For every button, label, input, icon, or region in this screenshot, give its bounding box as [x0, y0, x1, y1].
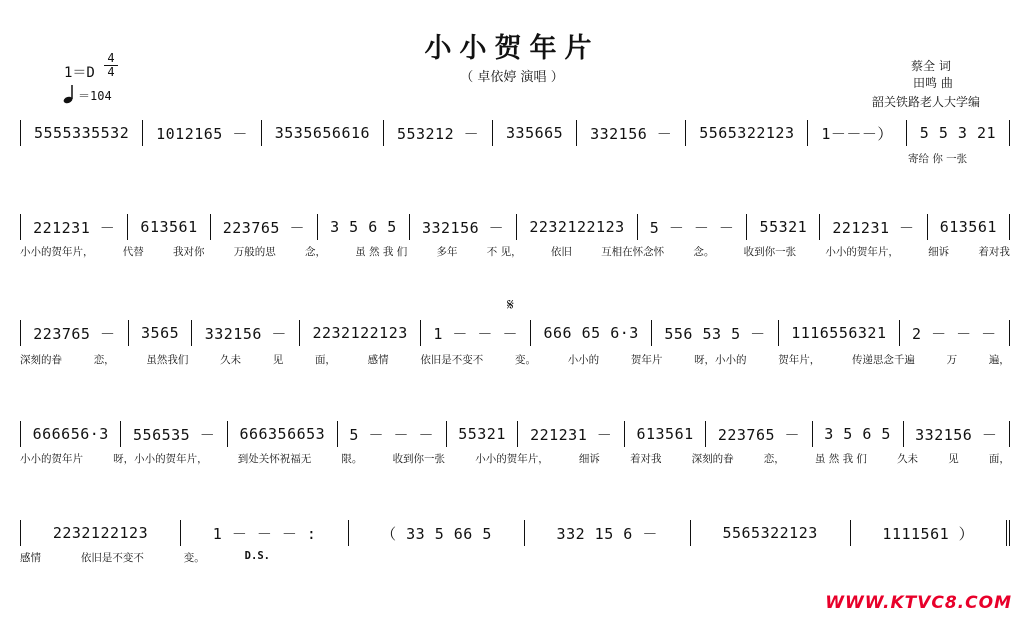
- lyric-fragment: 呀，小小的贺年片，: [113, 453, 208, 465]
- lyric-fragment: 收到你一张: [392, 453, 446, 465]
- lyric-fragment: 小小的: [567, 354, 600, 366]
- lyric-fragment: D.S.: [244, 550, 270, 562]
- measure: 5 － － －: [337, 421, 446, 447]
- lyric-fragment: 深刻的眷: [20, 354, 62, 366]
- lyric-fragment: 我对你: [173, 246, 205, 258]
- measure: 332156 －: [191, 320, 299, 346]
- lyric-fragment: 小小的贺年片，: [475, 453, 549, 465]
- lyric-fragment: 感情: [20, 552, 41, 564]
- measure: 613561: [127, 214, 209, 240]
- measure: 223765 －: [210, 214, 317, 240]
- score-row: [20, 320, 1010, 346]
- composer-credit: 田鸣 曲: [913, 76, 953, 90]
- lyric-fragment: 变。: [515, 354, 536, 366]
- segno-icon: 𝄋: [507, 295, 514, 314]
- lyric-fragment: 虽 然 我 们: [355, 246, 408, 258]
- measure: 2 － － －: [899, 320, 1010, 346]
- measure: 223765 －: [705, 421, 811, 447]
- measure: 332 15 6 －: [524, 520, 690, 546]
- lyric-fragment: 细诉: [928, 246, 950, 258]
- lyric-fragment: 念。: [693, 246, 715, 258]
- lyric-fragment: 着对我: [629, 453, 662, 465]
- measure: 221231 －: [20, 214, 127, 240]
- measure: 3 5 6 5: [317, 214, 409, 240]
- lyric-fragment: 变。: [183, 552, 205, 564]
- lyric-fragment: 虽然我们: [146, 354, 189, 366]
- measure: 332156 －: [903, 421, 1010, 447]
- measure: 5 － － －: [637, 214, 747, 240]
- measure: 1 － － － :: [180, 520, 348, 546]
- time-signature: [104, 52, 118, 79]
- measure: 3565: [128, 320, 192, 346]
- lyric-fragment: 代替: [122, 246, 144, 258]
- measure: 22321221​23: [516, 214, 636, 240]
- lyric-fragment: 面，: [988, 453, 1010, 465]
- lyrics-row: [20, 451, 1010, 467]
- measure: 223765 －: [20, 320, 128, 346]
- score-row: [20, 421, 1010, 447]
- arranger-credit: 韶关铁路老人大学编: [872, 95, 981, 109]
- lyric-fragment: 面，: [314, 354, 336, 366]
- score-row: [20, 120, 1010, 146]
- lyric-fragment: 久未: [220, 354, 242, 366]
- lyric-fragment: 虽 然 我 们: [814, 453, 867, 465]
- lyrics-row: [20, 244, 1010, 260]
- measure: 666656·3: [20, 421, 120, 447]
- lyric-fragment: 到处关怀祝福无: [237, 453, 312, 465]
- lyric-fragment: 互相在怀念怀: [601, 246, 665, 258]
- lyric-fragment: 收到你一张: [743, 246, 797, 258]
- lyric-fragment: 依旧: [550, 246, 572, 258]
- lyric-fragment: 久未: [897, 453, 919, 465]
- lyric-fragment: 传递思念千遍: [851, 354, 915, 366]
- measure: 613561: [624, 421, 705, 447]
- lyric-fragment: 小小的贺年片，: [20, 246, 94, 258]
- measure: 3535656​616: [261, 120, 383, 146]
- measure: 5565322123: [685, 120, 807, 146]
- measure: 613561: [927, 214, 1010, 240]
- lyric-fragment: 贺年片: [630, 354, 663, 366]
- measure: 10121​65 －: [142, 120, 261, 146]
- lyric-fragment: 万: [946, 354, 958, 366]
- measure: 22321221​23: [299, 320, 420, 346]
- lyrics-row: [20, 550, 270, 566]
- measure: （ 33 5 66 5: [348, 520, 523, 546]
- measure: 22321221​23: [20, 520, 180, 546]
- lyric-fragment: 小小的贺年片: [20, 453, 83, 465]
- measure: 1116556​321: [778, 320, 899, 346]
- key-signature: 1＝D: [64, 65, 95, 81]
- lyric-fragment: 念，: [305, 246, 326, 258]
- quarter-note-icon: [63, 84, 77, 104]
- lyric-fragment: 恋，: [763, 453, 785, 465]
- lyric-fragment: 呀，小小的: [694, 354, 747, 366]
- lyric-fragment: 感情: [367, 354, 389, 366]
- lyricist-credit: 蔡全 词: [911, 59, 951, 73]
- tempo-marking: ＝104: [78, 89, 112, 103]
- measure: 5565322123: [690, 520, 850, 546]
- lyric-fragment: 深刻的眷: [691, 453, 734, 465]
- lyric-fragment: 多年: [436, 246, 458, 258]
- time-signature-bottom: 4: [104, 65, 118, 79]
- lyric-fragment: 小小的贺年片，: [825, 246, 899, 258]
- measure: 556 53 5 －: [651, 320, 778, 346]
- measure: 332156 －: [576, 120, 685, 146]
- lyric-fragment: 依旧是不变不: [80, 552, 144, 564]
- measure: 1－－－）: [807, 120, 905, 146]
- lyrics-row: [20, 352, 1010, 368]
- lyric-fragment: 不 见，: [486, 246, 522, 258]
- measure: 55321: [446, 421, 518, 447]
- lyric-fragment: 细诉: [578, 453, 600, 465]
- lyric-fragment: 万般的思: [233, 246, 276, 258]
- lyric-fragment: 依旧是不变不: [420, 354, 484, 366]
- lyric-fragment: 着对我: [978, 246, 1010, 258]
- site-watermark: WWW.KTVC8.COM: [825, 593, 1012, 613]
- measure: 666 65 6·3: [530, 320, 651, 346]
- lyric-fragment: 见: [272, 354, 284, 366]
- pickup-lyric: 寄给 你 一张: [908, 153, 968, 165]
- lyric-fragment: 见: [948, 453, 959, 465]
- measure: 553212 －: [383, 120, 492, 146]
- time-signature-top: 4: [107, 51, 115, 65]
- measure: 5 5 3 21: [906, 120, 1010, 146]
- measure: 221231 －: [517, 421, 623, 447]
- measure: 1111561 ）: [850, 520, 1010, 546]
- lyric-fragment: 限。: [341, 453, 363, 465]
- measure: 332156 －: [409, 214, 516, 240]
- measure: 5555335532: [20, 120, 142, 146]
- measure: 221231 －: [819, 214, 926, 240]
- measure: 1 － － －: [420, 320, 530, 346]
- measure: 66635​6653: [227, 421, 337, 447]
- score-row: [20, 214, 1010, 240]
- song-title: 小小贺年片: [424, 33, 600, 64]
- performer-line: （ 卓依婷 演唱 ）: [460, 70, 564, 85]
- measure: 3 5 6 5: [812, 421, 903, 447]
- measure: 335665: [492, 120, 576, 146]
- lyric-fragment: 恋，: [93, 354, 115, 366]
- lyric-fragment: 贺年片，: [778, 354, 821, 366]
- measure: 55321: [746, 214, 819, 240]
- score-row: [20, 520, 1010, 546]
- measure: 556535 －: [120, 421, 226, 447]
- lyric-fragment: 遍，: [988, 354, 1010, 366]
